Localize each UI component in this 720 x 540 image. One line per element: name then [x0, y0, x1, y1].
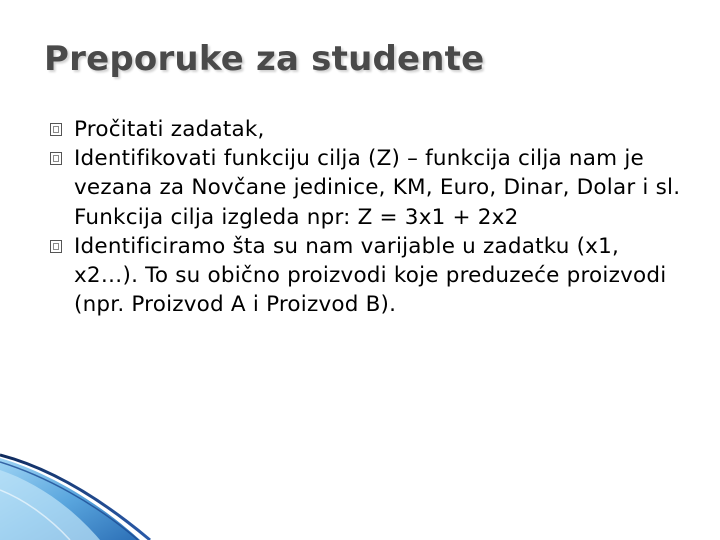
bullet-item — [48, 144, 688, 232]
bullet-text: Identificiramo šta su nam varijable u zadatku (x1, x2…). To su obično proizvodi koje preduzeće proizvodi (npr. Proizvod A i Proizvod B). — [74, 233, 667, 318]
slide-title: Preporuke za studente — [44, 39, 485, 79]
bullet-item — [48, 115, 688, 144]
bullet-text: Pročitati zadatak, — [74, 117, 265, 142]
hollow-square-bullet-icon — [50, 240, 62, 253]
bullet-item — [48, 232, 688, 320]
hollow-square-bullet-icon — [50, 152, 62, 165]
bullet-list — [48, 115, 688, 319]
bullet-text: Identifikovati funkciju cilja (Z) – funkcija cilja nam je vezana za Novčane jedinice, KM, Euro, Dinar, Dolar i sl. Funkcija cilja izgleda npr: Z = 3x1 + 2x2 — [74, 146, 681, 230]
hollow-square-bullet-icon — [50, 123, 62, 136]
